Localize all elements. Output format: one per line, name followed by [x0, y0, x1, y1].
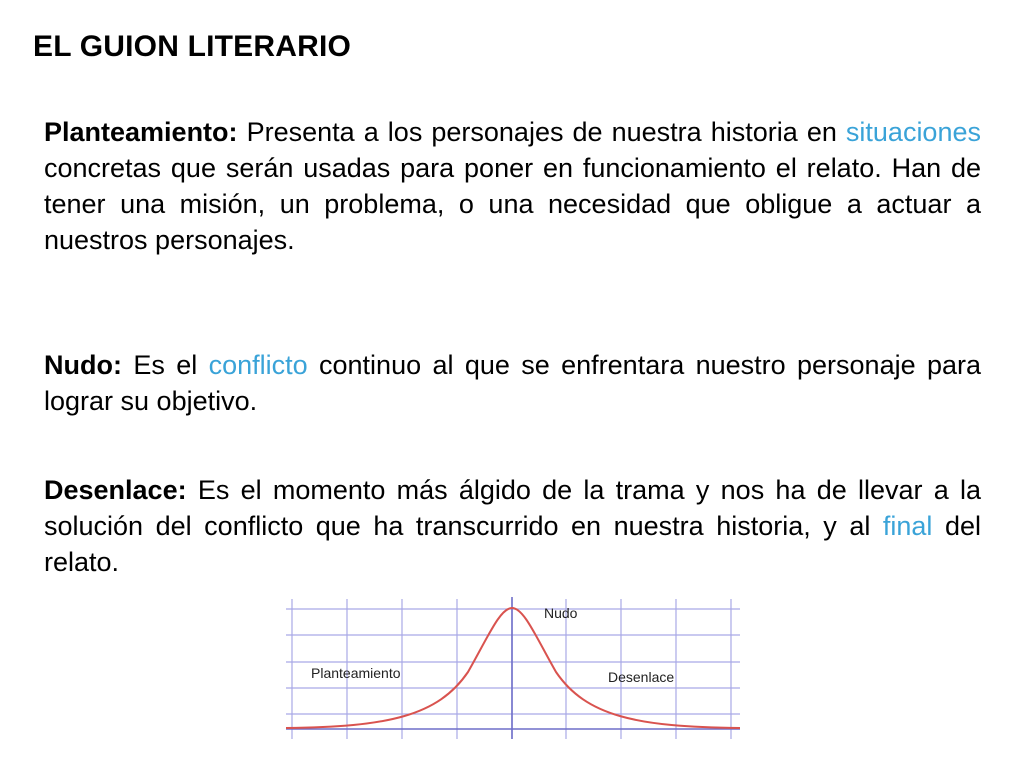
paragraph-text: Es el momento más álgido de la trama y nos ha de llevar a la solución del conflicto que ha transcurrido en nuestra historia, y al — [44, 475, 981, 541]
term-desenlace: Desenlace: — [44, 475, 187, 505]
paragraph-desenlace — [44, 472, 981, 580]
term-nudo: Nudo: — [44, 350, 122, 380]
paragraph-text: del relato. — [44, 511, 981, 577]
label-planteamiento: Planteamiento — [311, 665, 401, 681]
paragraph-planteamiento — [44, 114, 981, 258]
paragraph-text: continuo al que se enfrentara nuestro personaje para lograr su objetivo. — [44, 350, 982, 416]
label-desenlace: Desenlace — [608, 669, 675, 685]
term-planteamiento: Planteamiento: — [44, 117, 238, 147]
slide-title: EL GUION LITERARIO — [33, 30, 352, 63]
plot-structure-diagram — [278, 592, 748, 744]
highlight-situaciones: situaciones — [845, 117, 981, 147]
paragraph-nudo — [44, 347, 981, 419]
label-nudo: Nudo — [544, 605, 578, 621]
paragraph-text: Es el — [121, 350, 209, 380]
paragraph-text: concretas que serán usadas para poner en funcionamiento el relato. Han de tener una misión, un problema, o una necesidad que obligue a actuar a nuestros personajes. — [44, 153, 981, 255]
highlight-final: final — [882, 511, 933, 541]
paragraph-text: Presenta a los personajes de nuestra historia en — [237, 117, 846, 147]
highlight-conflicto: conflicto — [208, 350, 308, 380]
